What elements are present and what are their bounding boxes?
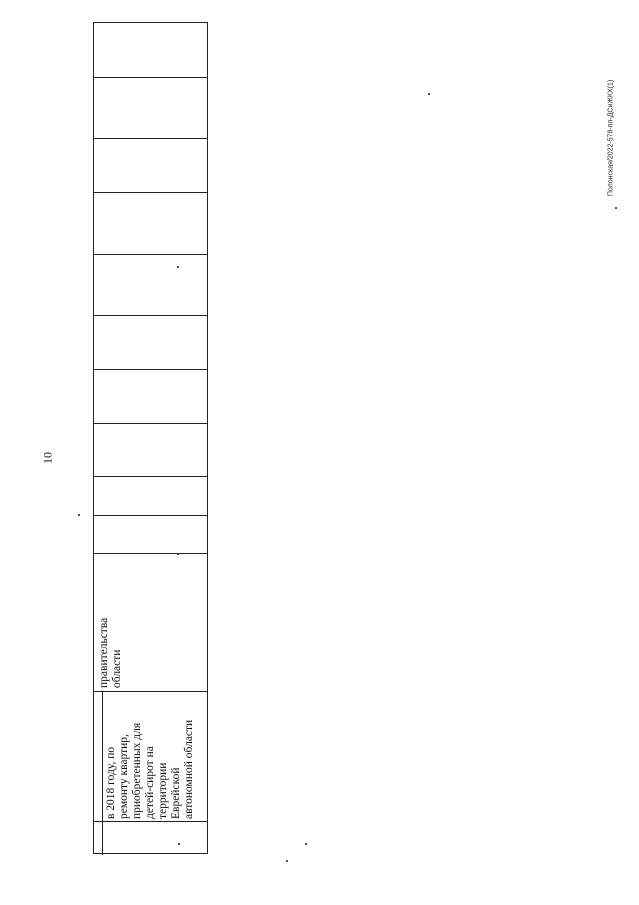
table-divider [94,192,207,193]
scan-speck [305,843,307,845]
table-divider [102,691,103,855]
document-table [93,22,208,854]
scan-speck [177,553,179,555]
scan-speck [78,514,80,516]
table-divider [94,254,207,255]
table-divider [94,821,207,822]
table-divider [94,515,207,516]
table-divider [94,315,207,316]
table-divider [94,138,207,139]
table-divider [94,77,207,78]
scan-speck [178,843,180,845]
responsible-cell-text: правительства области [98,617,123,688]
table-divider [94,691,207,692]
scan-speck [615,207,617,209]
table-divider [94,369,207,370]
scan-speck [177,266,179,268]
scan-speck [428,93,430,95]
table-divider [94,476,207,477]
document-stamp: Полонская/2022-578-пп-ДСиЖКХ(1) [607,79,615,197]
activity-cell-text: в 2018 году, по ремонту квартир, приобретенных для детей-сирот на территории Еврейской автономной области [105,719,195,819]
table-divider [94,553,207,554]
page-number: 10 [40,452,55,464]
scan-speck [286,860,288,862]
table-divider [94,423,207,424]
